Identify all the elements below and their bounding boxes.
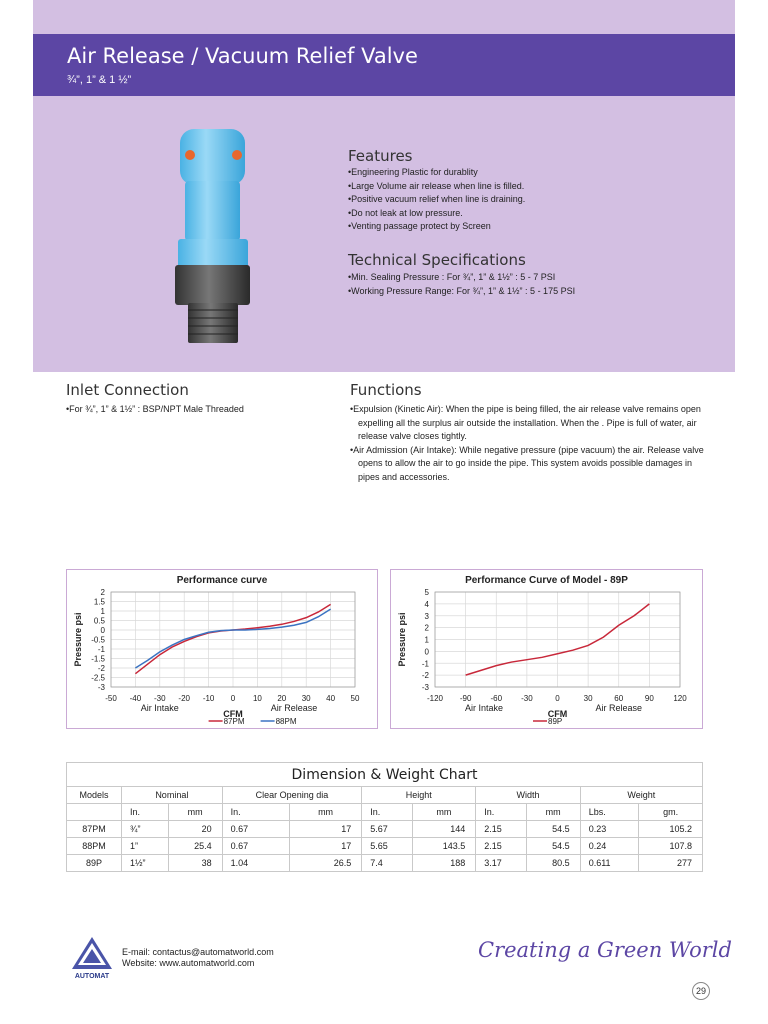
spec-item: • Min. Sealing Pressure : For ¾”, 1” & 1½” : 5 - 7 PSI [348,271,575,285]
table-cell: 188 [412,855,476,872]
y-tick-label: -1 [421,659,429,669]
x-tick-label: 40 [326,694,336,703]
table-unit: Lbs. [580,804,639,821]
table-cell: 0.611 [580,855,639,872]
table-header-row [67,787,703,804]
page-title: Air Release / Vacuum Relief Valve [67,44,418,68]
y-tick-label: 3 [424,611,429,621]
table-cell: 20 [168,821,222,838]
x-tick-label: -40 [129,694,142,703]
website-link[interactable]: Website: www.automatworld.com [122,958,255,968]
feature-item: • Large Volume air release when line is filled. [348,180,525,194]
table-cell: 5.65 [362,838,412,855]
table-header: Width [476,787,580,804]
automat-logo [66,935,118,981]
table-cell: 87PM [67,821,122,838]
table-header: Clear Opening dia [222,787,362,804]
y-tick-label: -0.5 [91,635,105,645]
contact-info [122,947,274,969]
y-axis-label: Pressure psi [397,612,407,667]
x-tick-label: -20 [178,694,190,703]
legend-label: 89P [548,717,563,726]
chart-plot [391,570,704,730]
chart-title: Performance curve [176,575,268,586]
x-axis-label: CFM [223,709,243,719]
y-tick-label: 0 [424,647,429,657]
email-link[interactable]: E-mail: contactus@automatworld.com [122,947,274,957]
table-header: Weight [580,787,702,804]
y-tick-label: 1 [100,607,105,616]
table-cell: 3.17 [476,855,526,872]
table-unit: mm [526,804,580,821]
y-tick-label: -1 [97,645,105,654]
table-cell: 17 [289,821,361,838]
spec-item: • Working Pressure Range: For ¾”, 1” & 1½” : 5 - 175 PSI [348,285,575,299]
inlet-list [66,403,244,417]
feature-item: • Venting passage protect by Screen [348,220,525,234]
functions-list [350,403,705,484]
table-cell: 17 [289,838,361,855]
table-cell: 7.4 [362,855,412,872]
table-unit: In. [222,804,289,821]
table-cell: 80.5 [526,855,580,872]
specs-heading: Technical Specifications [348,251,526,269]
legend-label: 87PM [223,717,245,726]
logo-text: AUTOMAT [74,973,110,980]
page-subtitle: ¾”, 1” & 1 ½” [67,74,132,86]
title-bar [33,34,735,96]
table-unit: mm [168,804,222,821]
table-caption: Dimension & Weight Chart [67,763,703,787]
x-tick-label: 60 [614,694,624,703]
page-number: 29 [692,982,710,1000]
y-tick-label: -2 [421,671,429,681]
table-cell: 1½” [122,855,169,872]
x-tick-label: -90 [459,694,472,703]
valve-product-image [150,115,300,350]
y-tick-label: 1.5 [93,597,105,607]
table-cell: 88PM [67,838,122,855]
inlet-item: • For ¾”, 1” & 1½” : BSP/NPT Male Threaded [66,403,244,417]
y-tick-label: -2 [97,664,105,673]
table-unit: mm [412,804,476,821]
table-cell: 26.5 [289,855,361,872]
y-tick-label: 1 [424,635,429,645]
table-cell: 2.15 [476,838,526,855]
functions-heading: Functions [350,381,422,399]
x-tick-label: -30 [154,694,166,703]
table-row [67,821,703,838]
feature-item: • Do not leak at low pressure. [348,207,525,221]
table-units-row [67,804,703,821]
table-unit: gm. [639,804,703,821]
x-tick-label: 20 [277,694,287,703]
x-tick-label: 50 [350,694,360,703]
y-axis-label: Pressure psi [73,612,83,667]
dimension-weight-table [66,762,703,872]
feature-item: • Positive vacuum relief when line is draining. [348,193,525,207]
table-cell: 38 [168,855,222,872]
y-tick-label: -3 [97,683,105,692]
features-list [348,166,525,234]
x-tick-label: 30 [583,694,593,703]
y-tick-label: -2.5 [91,673,105,683]
table-cell: 143.5 [412,838,476,855]
x-right-label: Air Release [270,703,318,713]
table-cell: 0.24 [580,838,639,855]
table-unit: In. [476,804,526,821]
function-item: • Air Admission (Air Intake): While negative pressure (pipe vacuum) the air. Release valve opens to allow the air to go inside the pipe. This system avoids possible damages in pipes and accessories. [350,444,705,485]
table-cell: 54.5 [526,821,580,838]
y-tick-label: 5 [424,588,429,597]
function-item: • Expulsion (Kinetic Air): When the pipe is being filled, the air release valve remains open expelling all the surplus air outside the installation. When the . Pipe is full of water, air release valve closes tightly. [350,403,705,444]
table-unit: mm [289,804,361,821]
specs-list [348,271,575,298]
x-tick-label: 120 [673,694,687,703]
table-cell: 105.2 [639,821,703,838]
table-cell [67,804,122,821]
table-header: Nominal [122,787,223,804]
table-cell: 277 [639,855,703,872]
x-left-label: Air Intake [464,703,504,713]
x-tick-label: 90 [644,694,654,703]
features-heading: Features [348,147,413,165]
x-tick-label: -50 [105,694,117,703]
table-header: Models [67,787,122,804]
slogan: Creating a Green World [478,938,732,962]
y-tick-label: 4 [424,599,429,609]
x-right-label: Air Release [595,703,643,713]
table-cell: 144 [412,821,476,838]
table-cell: 1” [122,838,169,855]
table-cell: 0.67 [222,838,289,855]
performance-chart-2 [390,569,703,729]
y-tick-label: -1.5 [91,654,105,664]
x-tick-label: 0 [230,694,236,703]
table-unit: In. [362,804,412,821]
table-cell: 2.15 [476,821,526,838]
inlet-heading: Inlet Connection [66,381,189,399]
x-tick-label: 30 [301,694,311,703]
x-tick-label: -30 [521,694,533,703]
performance-chart-1 [66,569,378,729]
y-tick-label: 0 [100,626,105,635]
table-row [67,855,703,872]
table-unit: In. [122,804,169,821]
y-tick-label: 2 [100,588,105,597]
table-cell: 89P [67,855,122,872]
feature-item: • Engineering Plastic for durablity [348,166,525,180]
table-cell: 54.5 [526,838,580,855]
x-tick-label: -10 [202,694,215,703]
table-cell: 107.8 [639,838,703,855]
table-cell: 1.04 [222,855,289,872]
x-tick-label: 0 [555,694,560,703]
table-cell: 25.4 [168,838,222,855]
y-tick-label: -3 [421,683,429,692]
table-cell: 0.67 [222,821,289,838]
table-cell: 0.23 [580,821,639,838]
table-row [67,838,703,855]
chart-plot [67,570,379,730]
table-cell: ¾” [122,821,169,838]
y-tick-label: 0.5 [93,616,105,626]
legend-label: 88PM [275,717,297,726]
x-left-label: Air Intake [140,703,179,713]
table-header: Height [362,787,476,804]
x-axis-label: CFM [547,709,568,719]
x-tick-label: 10 [252,694,262,703]
x-tick-label: -60 [490,694,503,703]
chart-title: Performance Curve of Model - 89P [465,575,628,586]
table-cell: 5.67 [362,821,412,838]
y-tick-label: 2 [424,623,429,633]
x-tick-label: -120 [426,694,444,703]
